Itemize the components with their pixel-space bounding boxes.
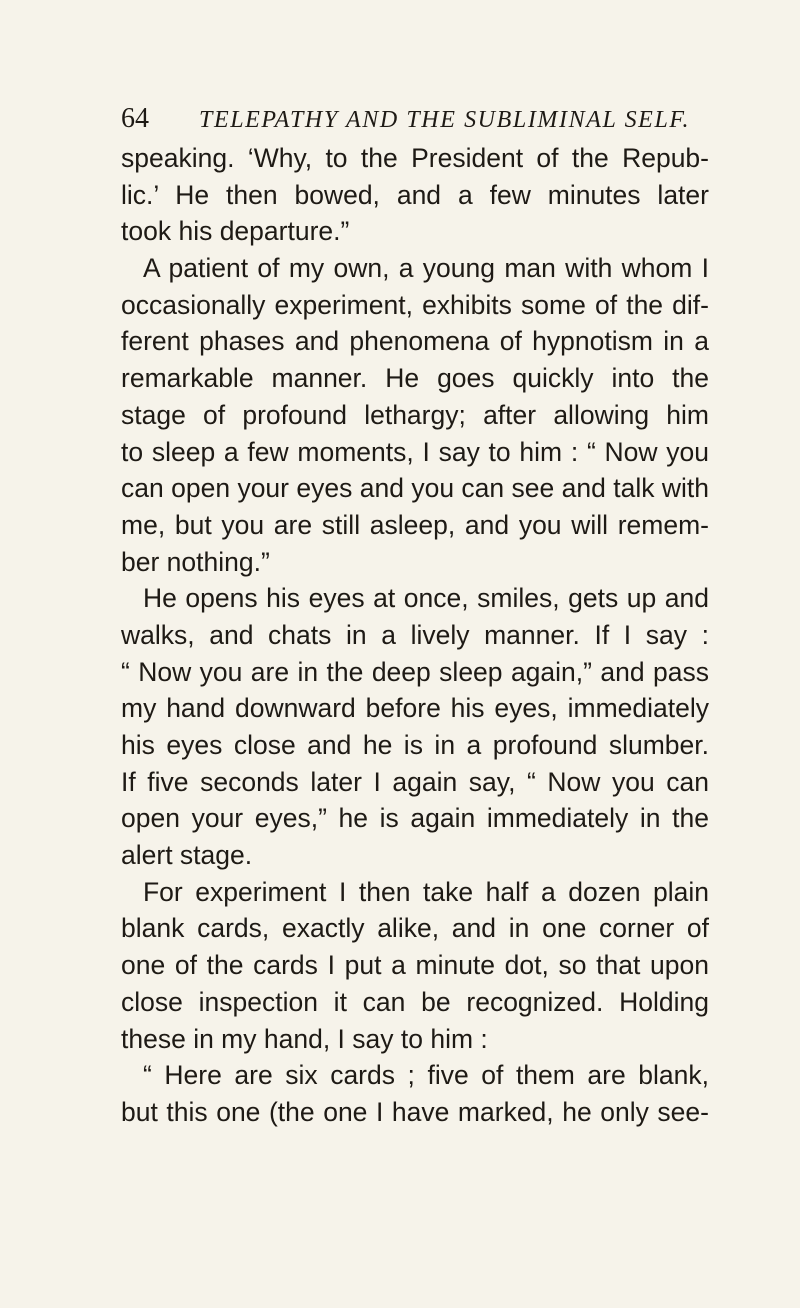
running-title: TELEPATHY AND THE SUBLIMINAL SELF. — [199, 107, 691, 133]
text-line: ber nothing.” — [121, 546, 270, 577]
body-text — [121, 140, 709, 1131]
text-line: took his departure.” — [121, 216, 350, 247]
text-line: close inspection it can be recognized. Holding — [121, 986, 709, 1017]
text-line: occasionally experiment, exhibits some of the dif- — [121, 289, 709, 320]
text-line: but this one (the one I have marked, he only see- — [121, 1096, 709, 1127]
text-line: lic.’ He then bowed, and a few minutes later — [121, 179, 709, 210]
text-line: to sleep a few moments, I say to him : “ Now you — [121, 436, 709, 467]
text-line: “ Now you are in the deep sleep again,” and pass — [121, 656, 709, 687]
text-line: alert stage. — [121, 840, 253, 871]
text-line: his eyes close and he is in a profound slumber. — [121, 730, 709, 760]
text-line: me, but you are still asleep, and you will remem- — [121, 509, 709, 540]
text-line: one of the cards I put a minute dot, so that upon — [121, 950, 709, 981]
text-line: walks, and chats in a lively manner. If I say : — [121, 619, 709, 650]
text-line: ferent phases and phenomena of hypnotism in a — [121, 326, 709, 357]
text-line: can open your eyes and you can see and talk with — [121, 473, 709, 504]
text-line: “ Here are six cards ; five of them are blank, — [143, 1060, 709, 1091]
text-line: For experiment I then take half a dozen plain — [143, 876, 709, 907]
text-line: these in my hand, I say to him : — [121, 1023, 488, 1054]
text-line: remarkable manner. He goes quickly into the — [121, 363, 709, 394]
text-line: speaking. ‘Why, to the President of the Repub- — [121, 143, 709, 173]
running-head — [121, 102, 706, 142]
text-line: If five seconds later I again say, “ Now you can — [121, 766, 709, 797]
text-line: stage of profound lethargy; after allowing him — [121, 399, 709, 430]
text-line: my hand downward before his eyes, immediately — [121, 693, 709, 724]
text-line: A patient of my own, a young man with whom I — [143, 253, 709, 284]
text-line: blank cards, exactly alike, and in one corner of — [121, 913, 709, 944]
page-number: 64 — [121, 103, 149, 134]
text-line: He opens his eyes at once, smiles, gets up and — [143, 583, 709, 614]
text-line: open your eyes,” he is again immediately in the — [121, 803, 709, 834]
